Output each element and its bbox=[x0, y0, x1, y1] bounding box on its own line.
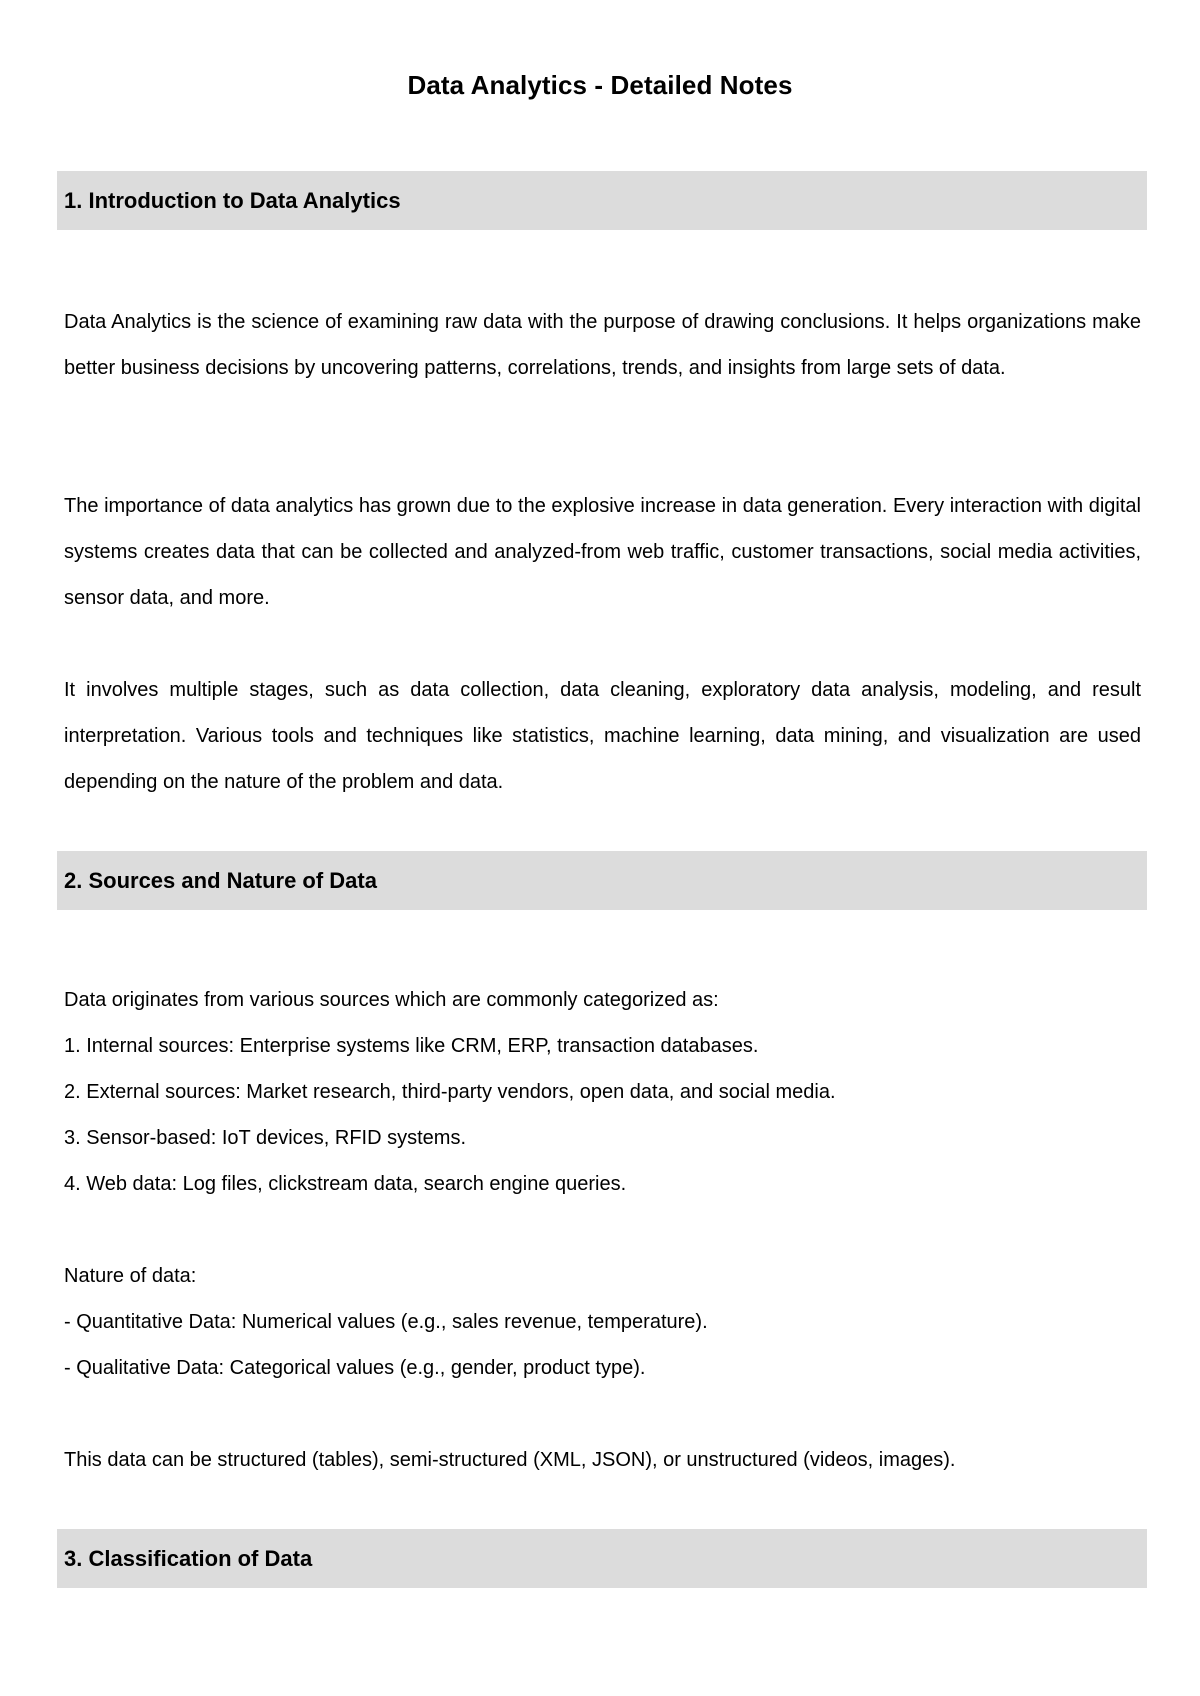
intro-paragraph-1: Data Analytics is the science of examining raw data with the purpose of drawing conclusions. It helps organizations make better business decisions by uncovering patterns, correlations, trends, and insights from large sets of data. bbox=[64, 311, 1141, 379]
section-heading-introduction bbox=[57, 171, 1147, 230]
data-structure-note: This data can be structured (tables), semi-structured (XML, JSON), or unstructured (videos, images). bbox=[64, 1449, 956, 1471]
nature-intro: Nature of data: bbox=[64, 1265, 197, 1287]
document-title: Data Analytics - Detailed Notes bbox=[407, 70, 793, 100]
section-heading-sources bbox=[57, 851, 1147, 910]
source-item-external: 2. External sources: Market research, third-party vendors, open data, and social media. bbox=[64, 1081, 836, 1103]
section-heading-text: 3. Classification of Data bbox=[64, 1546, 313, 1571]
source-item-web: 4. Web data: Log files, clickstream data, search engine queries. bbox=[64, 1173, 627, 1195]
section-heading-text: 1. Introduction to Data Analytics bbox=[64, 188, 401, 213]
section-heading-classification bbox=[57, 1529, 1147, 1588]
section-heading-text: 2. Sources and Nature of Data bbox=[64, 868, 377, 893]
nature-item-qualitative: - Qualitative Data: Categorical values (e.g., gender, product type). bbox=[64, 1357, 646, 1379]
nature-item-quantitative: - Quantitative Data: Numerical values (e.g., sales revenue, temperature). bbox=[64, 1311, 708, 1333]
source-item-internal: 1. Internal sources: Enterprise systems like CRM, ERP, transaction databases. bbox=[64, 1035, 759, 1057]
sources-intro: Data originates from various sources which are commonly categorized as: bbox=[64, 989, 719, 1011]
source-item-sensor: 3. Sensor-based: IoT devices, RFID systems. bbox=[64, 1127, 467, 1149]
intro-paragraph-3: It involves multiple stages, such as data collection, data cleaning, exploratory data analysis, modeling, and result interpretation. Various tools and techniques like statistics, machine learning, data mining, and visualization are used depending on the nature of the problem and data. bbox=[64, 679, 1141, 793]
intro-paragraph-2: The importance of data analytics has grown due to the explosive increase in data generation. Every interaction with digital systems creates data that can be collected and analyzed-from web traffic, customer transactions, social media activities, sensor data, and more. bbox=[64, 495, 1141, 609]
